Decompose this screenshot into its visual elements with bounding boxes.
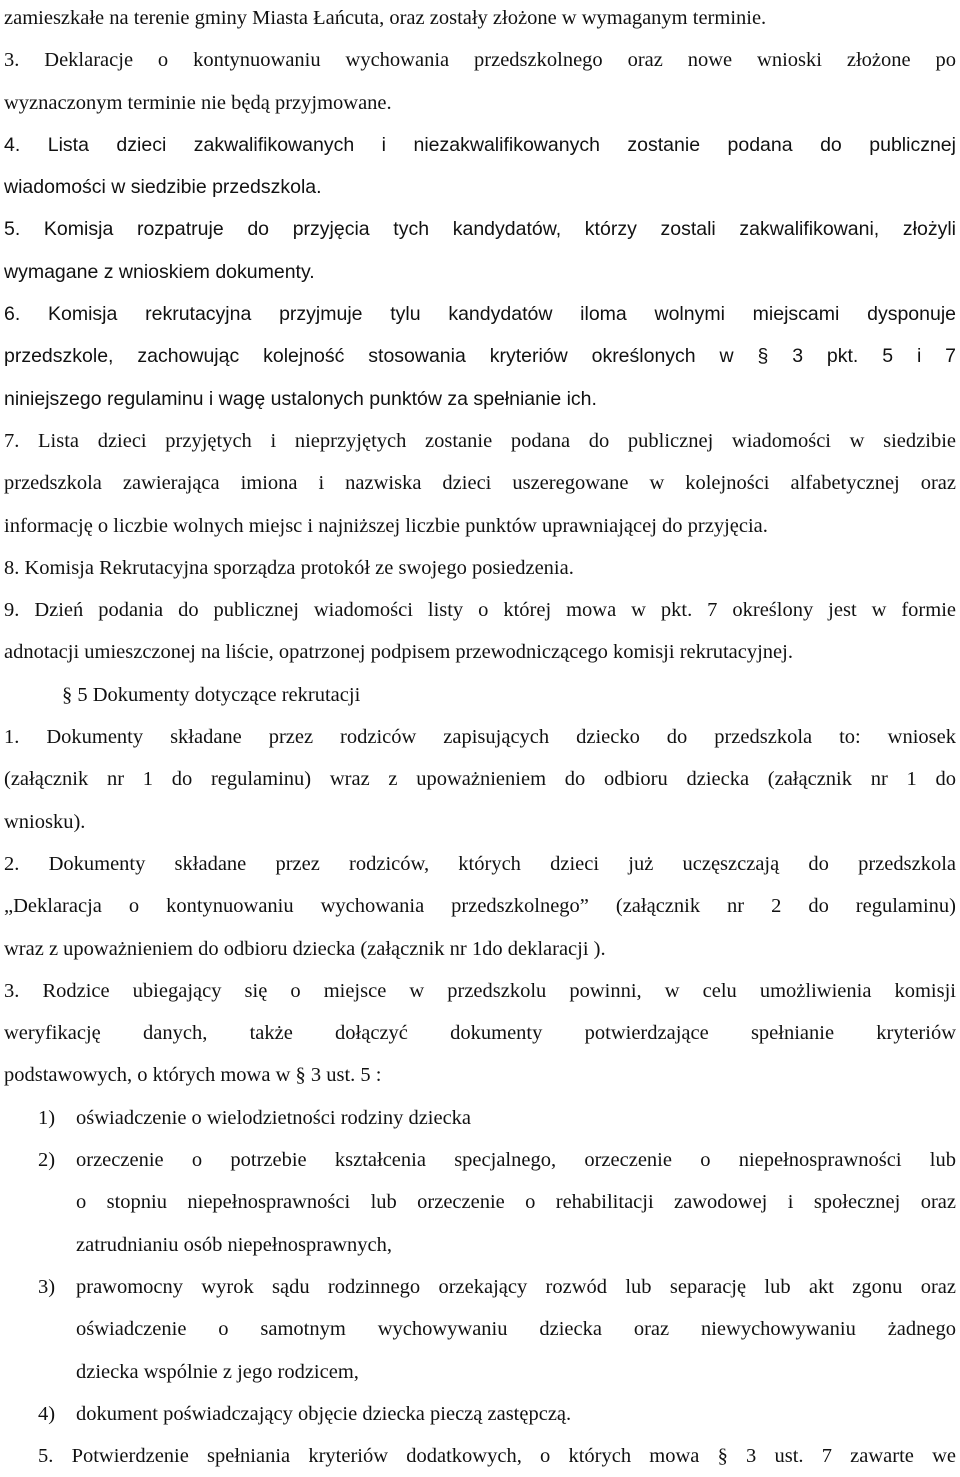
text-line: orzeczenie o potrzebie kształcenia specjalnego, orzeczenie o niepełnosprawności lub [76,1149,956,1172]
text-line: 3. Deklaracje o kontynuowaniu wychowania przedszkolnego oraz nowe wnioski złożone po [4,49,956,72]
list-item [4,1139,956,1266]
text-line: wyznaczonym terminie nie będą przyjmowane. [4,91,392,114]
text-line: dziecka wspólnie z jego rodzicem, [76,1360,359,1383]
text-line: podstawowych, o których mowa w § 3 ust. 5 : [4,1064,382,1087]
paragraph-2-tail [4,0,956,39]
text-line: przedszkole, zachowując kolejność stosowania kryteriów określonych w § 3 pkt. 5 i 7 [4,345,956,368]
text-line: informację o liczbie wolnych miejsc i najniższej liczbie punktów uprawniającej do przyjęcia. [4,514,768,537]
paragraph-s5-5 [4,1435,956,1477]
paragraph-6 [4,293,956,420]
text-line: zamieszkałe na terenie gminy Miasta Łańcuta, oraz zostały złożone w wymaganym terminie. [4,7,767,29]
text-line: prawomocny wyrok sądu rodzinnego orzekający rozwód lub separację lub akt zgonu oraz [76,1275,956,1298]
paragraph-8 [4,547,956,589]
text-line: zatrudnianiu osób niepełnosprawnych, [76,1233,392,1256]
text-line: 4. Lista dzieci zakwalifikowanych i niezakwalifikowanych zostanie podana do publicznej [4,133,956,156]
text-line: 2. Dokumenty składane przez rodziców, których dzieci już uczęszczają do przedszkola [4,852,956,875]
paragraph-s5-3 [4,970,956,1097]
text-line: 3. Rodzice ubiegający się o miejsce w przedszkolu powinni, w celu umożliwienia komisji [4,979,956,1002]
list-item [4,1097,956,1139]
paragraph-9 [4,589,956,674]
paragraph-5 [4,208,956,293]
text-line: wniosku). [4,810,86,833]
text-line: adnotacji umieszczonej na liście, opatrzonej podpisem przewodniczącego komisji rekrutacyjnej. [4,641,793,664]
text-line: 6. Komisja rekrutacyjna przyjmuje tylu kandydatów iloma wolnymi miejscami dysponuje [4,303,956,326]
paragraph-4 [4,124,956,209]
text-line: weryfikację danych, także dołączyć dokumenty potwierdzające spełnianie kryteriów [4,1022,956,1045]
paragraph-7 [4,420,956,547]
text-line: wiadomości w siedzibie przedszkola. [4,176,322,199]
list-item [4,1393,956,1435]
text-line: (załącznik nr 1 do regulaminu) wraz z upoważnieniem do odbioru dziecka (załącznik nr 1 do [4,768,956,791]
list-number: 2) [38,1149,56,1172]
text-line: „Deklaracja o kontynuowaniu wychowania przedszkolnego” (załącznik nr 2 do regulaminu) [4,895,956,918]
text-line: o stopniu niepełnosprawności lub orzeczenie o rehabilitacji zawodowej i społecznej oraz [76,1191,956,1214]
text-line: oświadczenie o samotnym wychowywaniu dziecka oraz niewychowywaniu żadnego [76,1318,956,1341]
list-number: 4) [38,1402,56,1425]
text-line: 9. Dzień podania do publicznej wiadomości listy o której mowa w pkt. 7 określony jest w formie [4,599,956,622]
text-line: wymagane z wnioskiem dokumenty. [4,260,315,283]
list-item [4,1266,956,1393]
text-line: 1. Dokumenty składane przez rodziców zapisujących dziecko do przedszkola to: wniosek [4,726,956,749]
list-number: 3) [38,1275,56,1298]
text-line: 7. Lista dzieci przyjętych i nieprzyjętych zostanie podana do publicznej wiadomości w siedzibie [4,429,956,452]
text-line: 5. Komisja rozpatruje do przyjęcia tych kandydatów, którzy zostali zakwalifikowani, złożyli [4,218,956,241]
paragraph-s5-1 [4,716,956,843]
section-title: § 5 Dokumenty dotyczące rekrutacji [62,683,361,706]
text-line: dokument poświadczający objęcie dziecka pieczą zastępczą. [76,1402,572,1425]
text-line: wraz z upoważnieniem do odbioru dziecka (załącznik nr 1do deklaracji ). [4,937,606,960]
section-heading [4,674,956,716]
text-line: niniejszego regulaminu i wagę ustalonych punktów za spełnianie ich. [4,387,597,410]
text-line: oświadczenie o wielodzietności rodziny dziecka [76,1106,472,1129]
text-line: 5. Potwierdzenie spełniania kryteriów dodatkowych, o których mowa § 3 ust. 7 zawarte we [38,1445,956,1468]
paragraph-s5-2 [4,843,956,970]
list-number: 1) [38,1106,56,1129]
text-line: 8. Komisja Rekrutacyjna sporządza protokół ze swojego posiedzenia. [4,556,574,579]
paragraph-3 [4,39,956,124]
text-line: przedszkola zawierająca imiona i nazwiska dzieci uszeregowane w kolejności alfabetycznej oraz [4,472,956,495]
